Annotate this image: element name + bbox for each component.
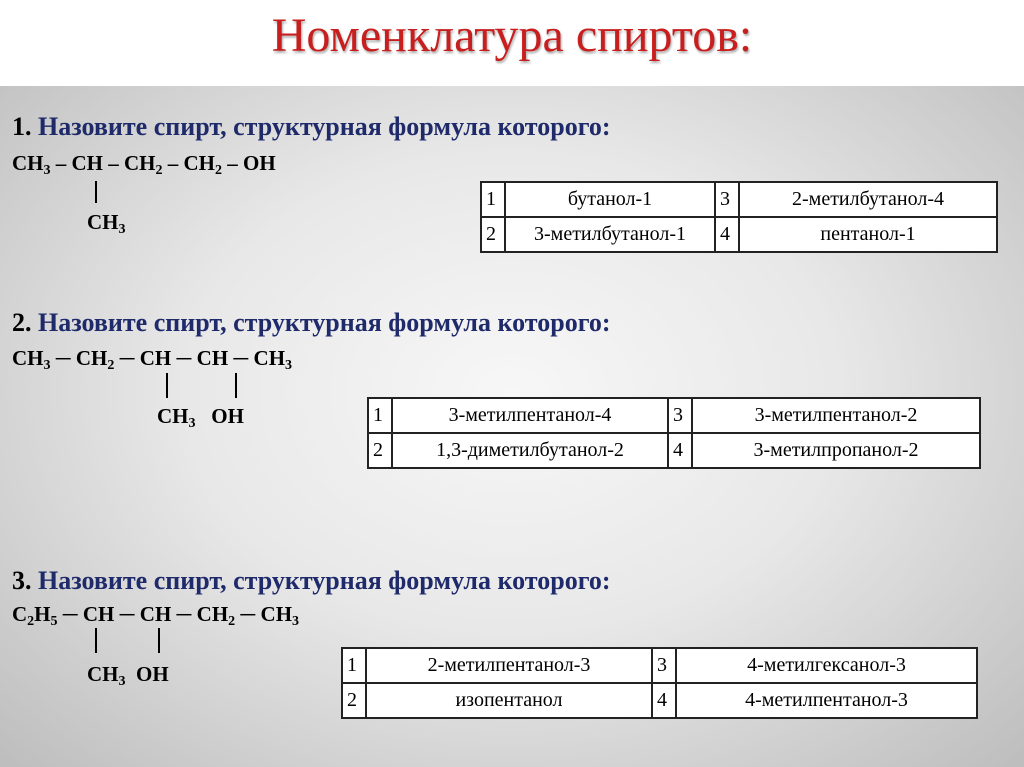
table-row [368, 433, 980, 468]
formula-3-branches: $CH_3$ OH [87, 662, 169, 689]
option-number[interactable]: 3 [715, 182, 739, 217]
option-label[interactable]: 4-метилпентанол-3 [676, 683, 977, 718]
option-label[interactable]: 4-метилгексанол-3 [676, 648, 977, 683]
formula-1-branch-ch3: $CH_3$ [87, 210, 126, 237]
option-label[interactable]: 2-метилпентанол-3 [366, 648, 652, 683]
option-label[interactable]: изопентанол [366, 683, 652, 718]
option-number[interactable]: 1 [481, 182, 505, 217]
formula-1-bond [95, 181, 97, 203]
option-number[interactable]: 2 [342, 683, 366, 718]
option-number[interactable]: 2 [481, 217, 505, 252]
formula-2-branches: $CH_3$ OH [157, 404, 244, 431]
option-label[interactable]: 3-метилпентанол-2 [692, 398, 980, 433]
answers-table-2 [367, 397, 981, 469]
table-row [481, 217, 997, 252]
option-label[interactable]: бутанол-1 [505, 182, 715, 217]
option-label[interactable]: 1,3-диметилбутанол-2 [392, 433, 668, 468]
option-label[interactable]: 2-метилбутанол-4 [739, 182, 997, 217]
option-number[interactable]: 4 [652, 683, 676, 718]
option-number[interactable]: 3 [668, 398, 692, 433]
question-3-number: 3. [12, 566, 32, 595]
question-3 [12, 568, 611, 594]
question-3-text: Назовите спирт, структурная формула которого: [31, 566, 611, 595]
option-number[interactable]: 4 [715, 217, 739, 252]
question-1-number: 1. [12, 112, 32, 141]
option-label[interactable]: 3-метилпентанол-4 [392, 398, 668, 433]
formula-1-main-chain: $CH_3$ – CH – $CH_2 - CH_2$ – OH [12, 151, 276, 178]
formula-3-bond-2 [158, 628, 160, 653]
table-row [368, 398, 980, 433]
question-2-text: Назовите спирт, структурная формула которого: [31, 308, 611, 337]
table-row [481, 182, 997, 217]
question-1 [12, 114, 611, 140]
formula-2-main-chain: $CH_3$ ─ $CH_2$ ─ CH ─ CH ─ $CH_3$ [12, 346, 293, 373]
question-2-number: 2. [12, 308, 32, 337]
option-number[interactable]: 2 [368, 433, 392, 468]
option-number[interactable]: 1 [342, 648, 366, 683]
answers-table-3 [341, 647, 978, 719]
page-title: Номенклатура спиртов: [271, 9, 753, 62]
formula-2-bond-1 [166, 373, 168, 398]
answers-table-1 [480, 181, 998, 253]
option-number[interactable]: 4 [668, 433, 692, 468]
title-band [0, 0, 1024, 86]
formula-3-bond-1 [95, 628, 97, 653]
table-row [342, 683, 977, 718]
option-label[interactable]: 3-метилбутанол-1 [505, 217, 715, 252]
option-label[interactable]: пентанол-1 [739, 217, 997, 252]
option-number[interactable]: 1 [368, 398, 392, 433]
formula-3-main-chain: $C_2H_5$ ─ CH ─ CH ─ $CH_2$ ─ $CH_3$ [12, 602, 300, 629]
question-1-text: Назовите спирт, структурная формула которого: [31, 112, 611, 141]
table-row [342, 648, 977, 683]
formula-2-bond-2 [235, 373, 237, 398]
option-label[interactable]: 3-метилпропанол-2 [692, 433, 980, 468]
option-number[interactable]: 3 [652, 648, 676, 683]
question-2 [12, 310, 611, 336]
